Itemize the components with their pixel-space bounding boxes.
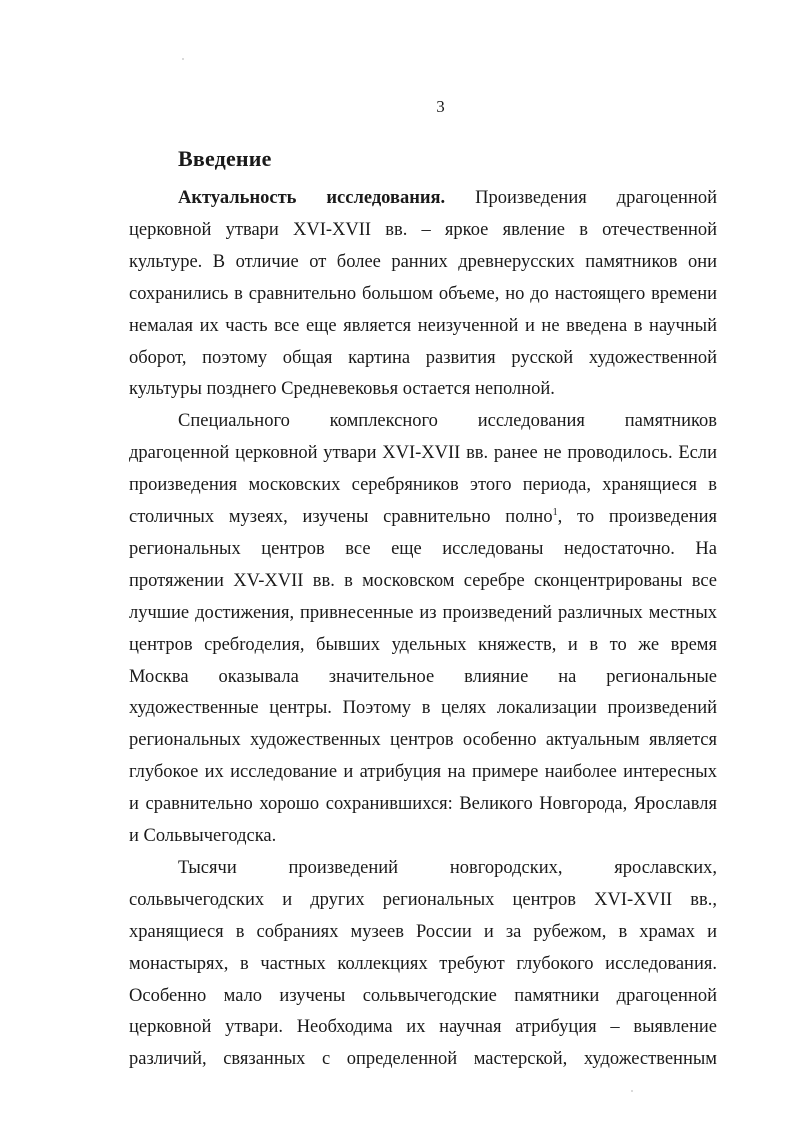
line-text: сольвычегодских и других региональных центров XVI-XVII вв., xyxy=(129,890,717,910)
line-text: и Сольвычегодска. xyxy=(129,826,277,846)
line-text: Произведения драгоценной xyxy=(445,188,717,208)
line-text: протяжении XV-XVII вв. в московском серебре сконцентрированы все xyxy=(129,571,717,591)
line-text: церковной утвари. Необходима их научная атрибуция – выявление xyxy=(129,1017,717,1037)
text-line xyxy=(129,601,717,625)
line-text: различий, связанных с определенной мастерской, художественным xyxy=(129,1049,717,1069)
line-text: оборот, поэтому общая картина развития русской художественной xyxy=(129,348,717,368)
text-line xyxy=(129,984,717,1008)
line-text: немалая их часть все еще является неизученной и не введена в научный xyxy=(129,316,717,336)
line-text: Тысячи произведений новгородских, ярославских, xyxy=(178,858,717,878)
line-text: произведения московских серебряников этого периода, хранящиеся в xyxy=(129,475,717,495)
line-text: региональных центров все еще исследованы недостаточно. На xyxy=(129,539,717,559)
text-line xyxy=(129,505,717,529)
scan-speck xyxy=(631,1090,633,1092)
line-text: региональных художественных центров особенно актуальным является xyxy=(129,730,717,750)
line-text: Москва оказывала значительное влияние на региональные xyxy=(129,667,717,687)
text-line xyxy=(129,696,717,720)
line-text: центров сребroделия, бывших удельных княжеств, и в то же время xyxy=(129,635,717,655)
text-line xyxy=(129,888,717,912)
text-line xyxy=(129,760,717,784)
text-line xyxy=(129,792,717,816)
text-line xyxy=(129,633,717,657)
text-line xyxy=(129,250,717,274)
line-text: художественные центры. Поэтому в целях локализации произведений xyxy=(129,698,717,718)
line-text: глубокое их исследование и атрибуция на примере наиболее интересных xyxy=(129,762,717,782)
text-line xyxy=(129,665,717,689)
text-line xyxy=(129,377,717,401)
text-line xyxy=(129,1047,717,1071)
line-text: монастырях, в частных коллекциях требуют глубокого исследования. xyxy=(129,954,717,974)
text-line xyxy=(129,728,717,752)
line-text: культуры позднего Средневековья остается неполной. xyxy=(129,379,555,399)
text-line xyxy=(129,441,717,465)
line-text: сохранились в сравнительно большом объеме, но до настоящего времени xyxy=(129,284,717,304)
line-text: церковной утвари XVI-XVII вв. – яркое явление в отечественной xyxy=(129,220,717,240)
line-text: драгоценной церковной утвари XVI-XVII вв. ранее не проводилось. Если xyxy=(129,443,717,463)
line-text-after-footnote: , то произведения xyxy=(557,507,717,527)
text-line xyxy=(129,537,717,561)
text-line xyxy=(178,856,717,880)
line-text: Особенно мало изучены сольвычегодские памятники драгоценной xyxy=(129,986,717,1006)
text-line xyxy=(129,952,717,976)
text-line xyxy=(129,920,717,944)
line-text: культуре. В отличие от более ранних древнерусских памятников они xyxy=(129,252,717,272)
text-line xyxy=(129,218,717,242)
text-line xyxy=(129,314,717,338)
text-line xyxy=(129,282,717,306)
text-line xyxy=(178,186,717,210)
line-text: лучшие достижения, привнесенные из произведений различных местных xyxy=(129,603,717,623)
text-line xyxy=(129,473,717,497)
line-text: столичных музеях, изучены сравнительно полно xyxy=(129,507,553,527)
line-text: и сравнительно хорошо сохранившихся: Великого Новгорода, Ярославля xyxy=(129,794,717,814)
text-line xyxy=(129,1015,717,1039)
line-text: Специального комплексного исследования памятников xyxy=(178,411,717,431)
text-line xyxy=(129,569,717,593)
bold-lead-phrase: Актуальность исследования. xyxy=(178,188,446,208)
line-text: хранящиеся в собраниях музеев России и за рубежом, в храмах и xyxy=(129,922,717,942)
text-line xyxy=(178,409,717,433)
text-line xyxy=(129,824,717,848)
text-line xyxy=(129,346,717,370)
section-heading: Введение xyxy=(178,146,272,171)
scan-speck xyxy=(182,58,184,60)
footnote-marker: 1 xyxy=(552,506,558,518)
page-number: 3 xyxy=(436,97,445,116)
